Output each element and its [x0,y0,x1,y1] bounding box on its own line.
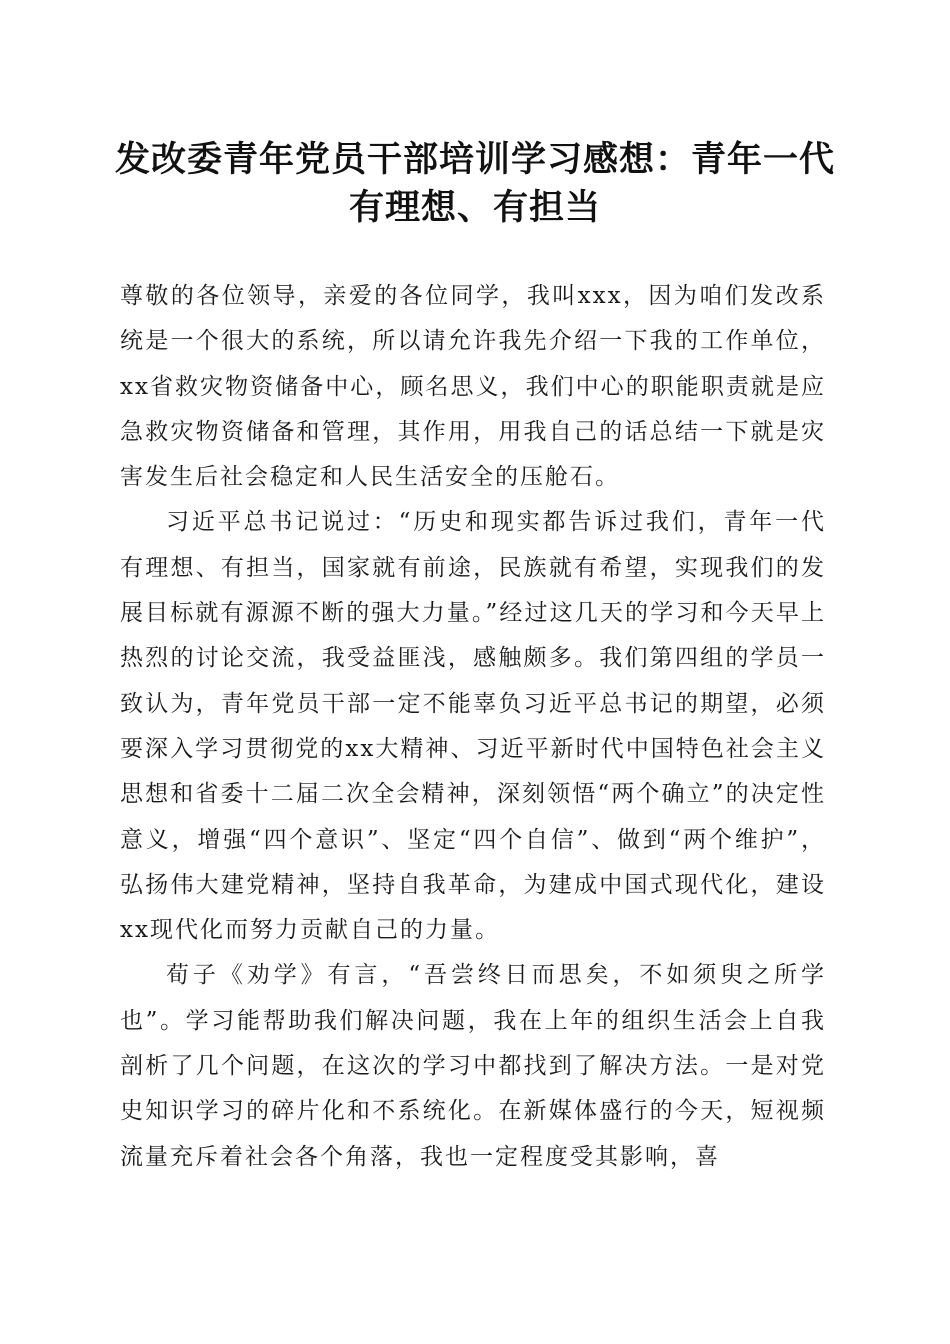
title-line-1: 发改委青年党员干部培训学习感想：青年一代 [114,139,835,180]
paragraph-intro: 尊敬的各位领导，亲爱的各位同学，我叫xxx，因为咱们发改系统是一个很大的系统，所以请允许我先介绍一下我的工作单位，xx省救灾物资储备中心，顾名思义，我们中心的职能职责就是应急救灾物资储备和管理，其作用，用我自己的话总结一下就是灾害发生后社会稳定和人民生活安全的压舱石。 [120,283,826,491]
document-body [120,274,826,1180]
title-line-2: 有理想、有担当 [348,187,601,228]
paragraph-quote-xi: 习近平总书记说过：“历史和现实都告诉过我们，青年一代有理想、有担当，国家就有前途，民族就有希望，实现我们的发展目标就有源源不断的强大力量。”经过这几天的学习和今天早上热烈的讨论交流，我受益匪浅，感触颇多。我们第四组的学员一致认为，青年党员干部一定不能辜负习近平总书记的期望，必须要深入学习贯彻党的xx大精神、习近平新时代中国特色社会主义思想和省委十二届二次全会精神，深刻领悟“两个确立”的决定性意义，增强“四个意识”、坚定“四个自信”、做到“两个维护”，弘扬伟大建党精神，坚持自我革命，为建成中国式现代化，建设xx现代化而努力贡献自己的力量。 [120,509,826,944]
paragraph-xunzi: 荀子《劝学》有言，“吾尝终日而思矣，不如须臾之所学也”。学习能帮助我们解决问题，我在上年的组织生活会上自我剖析了几个问题，在这次的学习中都找到了解决方法。一是对党史知识学习的碎片化和不系统化。在新媒体盛行的今天，短视频流量充斥着社会各个角落，我也一定程度受其影响，喜 [120,962,826,1170]
document-title [100,136,850,232]
